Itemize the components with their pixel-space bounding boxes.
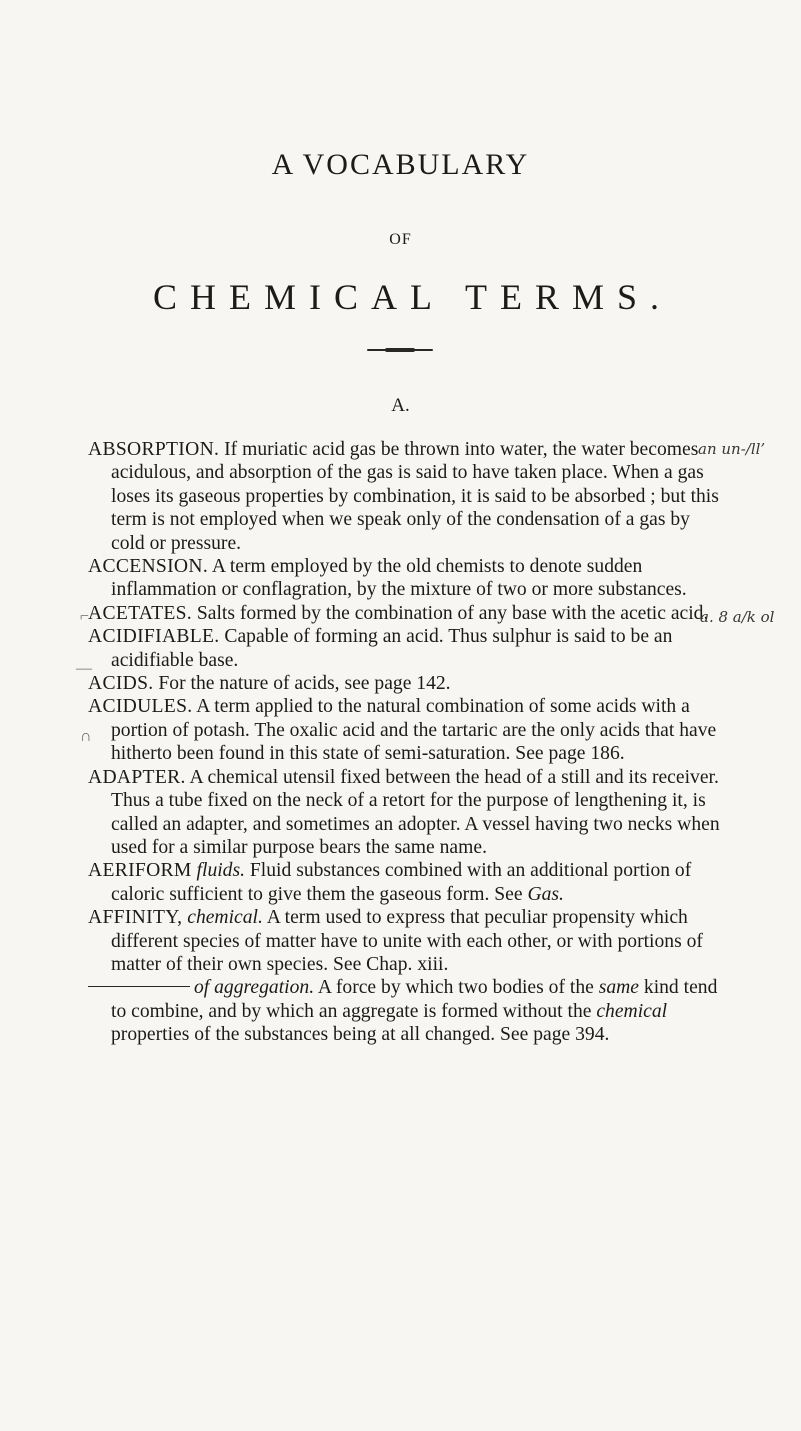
entry-acetates: [88, 602, 728, 625]
entry-text: A term used to express that peculiar propensity which different species of matter have to unite with each other, or with portions of matter of their own species. See Chap. xiii.: [111, 907, 703, 975]
entry-text: Salts formed by the combination of any base with the acetic acid.: [192, 602, 709, 624]
entry-term: AFFINITY,: [88, 907, 183, 929]
ditto-dash: [88, 986, 190, 987]
handwritten-note: an un-/ll’: [698, 440, 766, 458]
entry-term: ACETATES.: [88, 602, 192, 624]
entry-absorption: [88, 438, 728, 555]
entry-aeriform: [88, 859, 728, 906]
entry-acids: [88, 672, 728, 695]
entry-text: Fluid substances combined with an additional portion of caloric sufficient to give them the gaseous form. See: [111, 860, 692, 905]
margin-mark: ∩: [80, 728, 92, 745]
entry-term: ACIDULES.: [88, 696, 193, 718]
margin-mark: —: [76, 660, 92, 677]
ornamental-rule: [367, 349, 433, 351]
entry-crossref: Gas.: [527, 883, 564, 905]
entry-term: AERIFORM: [88, 860, 192, 882]
entry-term: ACCENSION.: [88, 556, 209, 578]
entry-text: For the nature of acids, see page 142.: [153, 673, 451, 695]
entry-term: ADAPTER.: [88, 766, 186, 788]
entry-text: Capable of forming an acid. Thus sulphur is said to be an acidifiable base.: [111, 626, 673, 671]
entry-affinity-aggregation: [88, 976, 728, 1046]
entry-accension: [88, 555, 728, 602]
entry-acidifiable: [88, 625, 728, 672]
entry-term-qualifier: fluids.: [191, 860, 246, 882]
page-subtitle: CHEMICAL TERMS.: [152, 277, 673, 317]
entry-emphasis: chemical: [596, 1000, 668, 1022]
entry-text: properties of the substances being at all changed. See page 394.: [111, 1024, 610, 1046]
entry-text: A force by which two bodies of the: [314, 977, 599, 999]
entry-text: A term applied to the natural combination of some acids with a portion of potash. The oxalic acid and the tartaric are the only acids that have hitherto been found in this state of semi-saturation. See page 186.: [111, 696, 717, 765]
entry-text: kind tend to combine, and by which an aggregate is formed without the: [111, 977, 718, 1022]
margin-mark: ⌐: [80, 608, 90, 625]
page-title: A VOCABULARY: [271, 148, 530, 181]
entry-adapter: [88, 766, 728, 860]
entry-term: ACIDIFIABLE.: [88, 626, 220, 648]
entry-term: ABSORPTION.: [88, 439, 220, 460]
entry-term-qualifier: of aggregation.: [194, 977, 315, 999]
vocabulary-entries: [88, 438, 728, 1047]
entry-text: A term employed by the old chemists to denote sudden inflammation or conflagration, by the mixture of two or more substances.: [111, 556, 687, 601]
entry-term-qualifier: chemical.: [182, 907, 263, 929]
entry-affinity: [88, 906, 728, 976]
handwritten-note: a. 8 a/k ol: [700, 608, 775, 626]
entry-emphasis: same: [598, 977, 639, 999]
title-connector: OF: [389, 231, 412, 248]
entry-text: A chemical utensil fixed between the head of a still and its receiver. Thus a tube fixed on the neck of a retort for the purpose of lengthening it, is called an adapter, and sometimes an adopter. A vessel having two necks when used for a similar purpose bears the same name.: [111, 766, 720, 858]
entry-term: ACIDS.: [88, 673, 154, 695]
entry-text: If muriatic acid gas be thrown into water, the water becomes acidulous, and absorption of the gas is said to have taken place. When a gas loses its gaseous properties by combination, it is said to be absorbed ; but this term is not employed when we speak only of the condensation of a gas by cold or pressure.: [111, 439, 719, 554]
entry-acidules: [88, 695, 728, 765]
section-letter: A.: [391, 395, 410, 416]
